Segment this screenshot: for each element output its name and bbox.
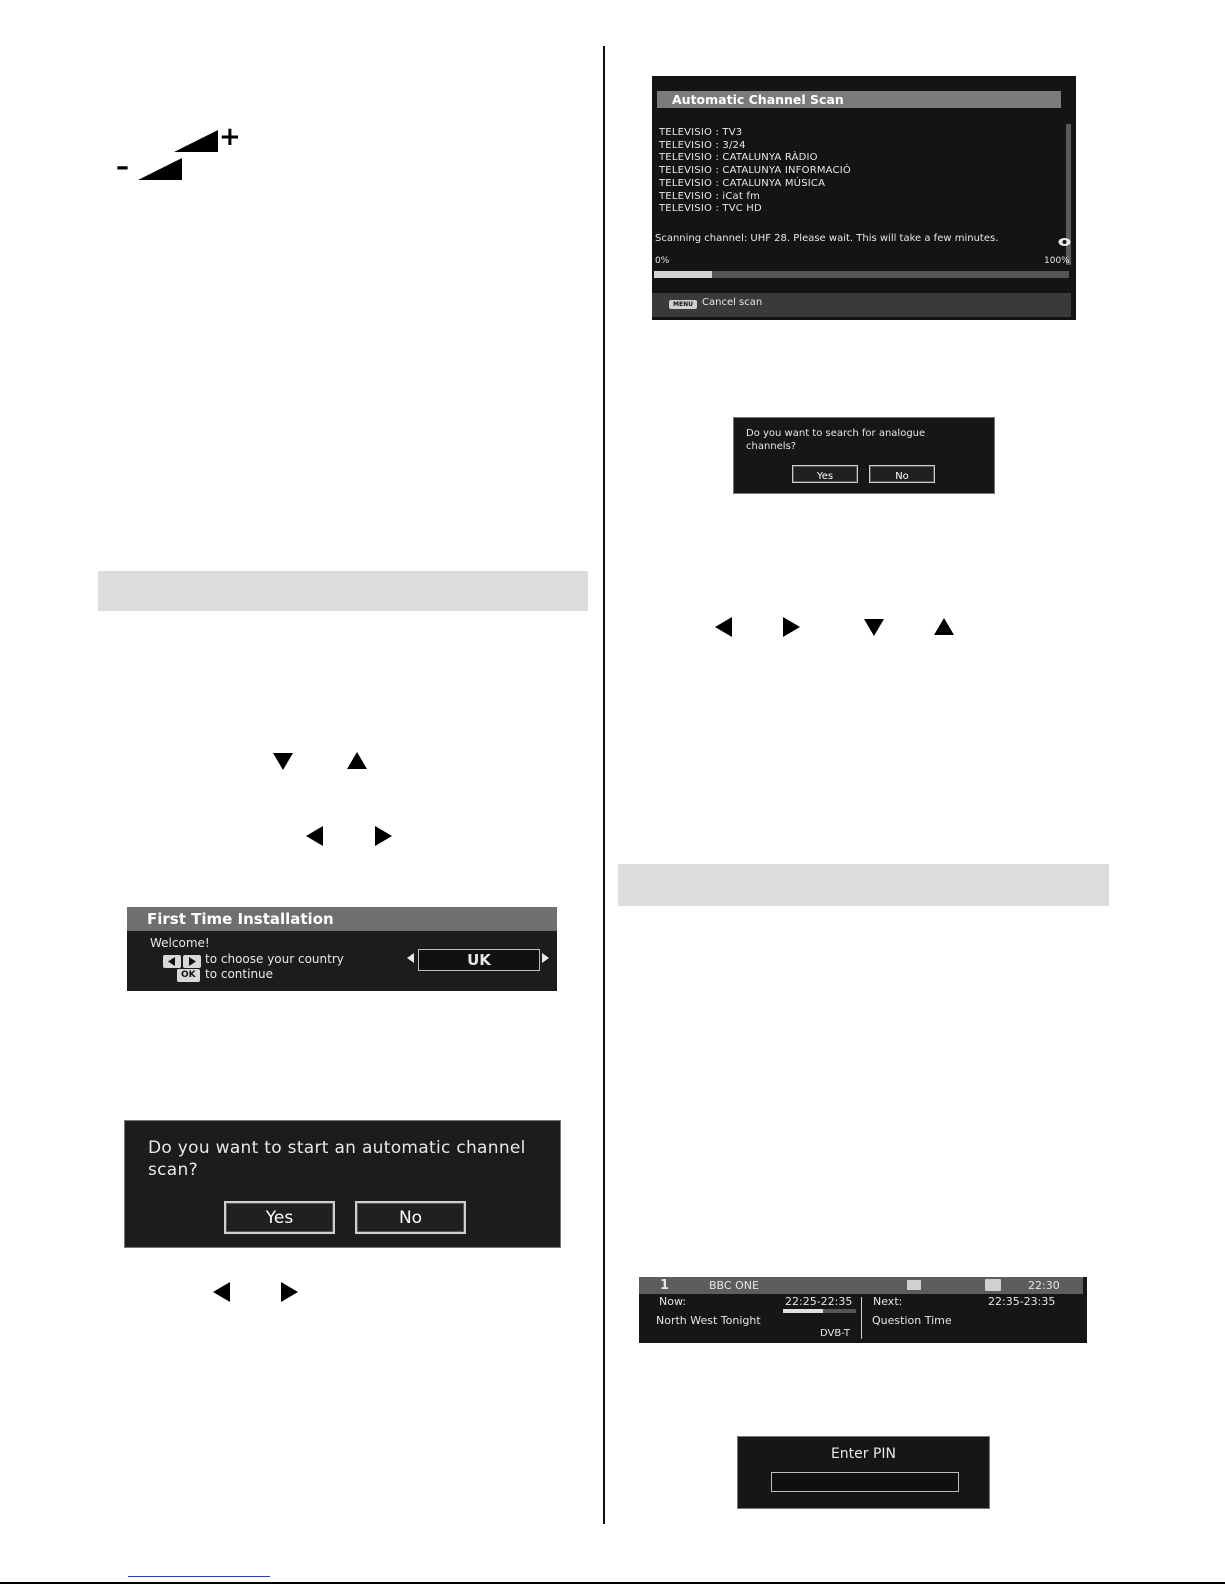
arrow-down-icon xyxy=(864,619,884,636)
country-value: UK xyxy=(467,951,491,969)
next-time: 22:35-23:35 xyxy=(988,1295,1056,1308)
volume-plus-sign: + xyxy=(219,122,241,152)
pin-input[interactable] xyxy=(771,1472,959,1492)
footer-link-underline xyxy=(128,1576,270,1577)
country-next-icon[interactable] xyxy=(542,953,549,963)
analogue-no-button[interactable] xyxy=(869,465,935,483)
auto-scan-yes-button[interactable] xyxy=(224,1201,335,1234)
analogue-question: Do you want to search for analogue channels? xyxy=(746,428,926,452)
source-label: DVB-T xyxy=(820,1328,851,1339)
banner-top-bar xyxy=(639,1277,1083,1294)
choose-country-text: to choose your country xyxy=(205,952,344,966)
now-progress-track xyxy=(783,1309,856,1313)
channel-list-item: TELEVISIO : TVC HD xyxy=(659,203,762,215)
scan-progress-track xyxy=(654,271,1069,278)
arrow-down-icon xyxy=(273,753,293,770)
arrow-left-icon xyxy=(715,617,732,637)
banner-divider xyxy=(861,1297,862,1339)
now-progress-fill xyxy=(783,1309,823,1313)
channel-name: BBC ONE xyxy=(709,1279,759,1292)
continue-text: to continue xyxy=(205,967,274,981)
teletext-icon xyxy=(985,1279,1001,1291)
channel-list-item: TELEVISIO : CATALUNYA INFORMACIÓ xyxy=(659,165,851,177)
channel-list xyxy=(659,127,1054,216)
channel-list-item: TELEVISIO : CATALUNYA RÀDIO xyxy=(659,152,818,164)
next-programme: Question Time xyxy=(872,1314,952,1327)
progress-min-label: 0% xyxy=(655,256,670,266)
auto-scan-dialog xyxy=(124,1120,561,1248)
menu-key[interactable]: MENU xyxy=(669,300,697,309)
auto-scan-yes-label: Yes xyxy=(265,1208,294,1228)
welcome-text: Welcome! xyxy=(150,936,210,950)
channel-number: 1 xyxy=(660,1278,670,1293)
channel-list-item: TELEVISIO : 3/24 xyxy=(659,139,746,151)
scan-title-bar xyxy=(657,91,1061,108)
channel-list-item: TELEVISIO : CATALUNYA MÚSICA xyxy=(659,177,826,189)
arrow-right-icon xyxy=(281,1282,298,1302)
next-label: Next: xyxy=(873,1295,903,1308)
column-divider xyxy=(603,46,605,1524)
arrow-left-icon xyxy=(306,826,323,846)
now-label: Now: xyxy=(659,1295,687,1308)
volume-icon xyxy=(116,122,246,184)
channel-info-banner xyxy=(639,1277,1087,1343)
fti-title-bar xyxy=(127,907,557,931)
now-programme: North West Tonight xyxy=(656,1314,761,1327)
footer-rule xyxy=(0,1582,1225,1584)
channel-list-item: TELEVISIO : TV3 xyxy=(659,127,743,138)
scan-footer xyxy=(652,293,1071,317)
analogue-no-label: No xyxy=(895,471,909,482)
progress-max-label: 100% xyxy=(1044,256,1070,266)
country-prev-icon[interactable] xyxy=(407,953,414,963)
cancel-scan-label[interactable]: Cancel scan xyxy=(702,297,763,308)
first-time-installation-screen xyxy=(127,907,557,991)
automatic-channel-scan-screen xyxy=(652,76,1076,320)
auto-scan-no-button[interactable] xyxy=(355,1201,466,1234)
channel-list-item: TELEVISIO : iCat fm xyxy=(659,190,761,202)
eye-icon xyxy=(1058,232,1071,251)
subtitle-icon xyxy=(907,1280,921,1290)
analogue-yes-label: Yes xyxy=(816,471,834,482)
arrow-up-icon xyxy=(934,618,954,635)
pin-dialog xyxy=(737,1436,990,1509)
section-header-bar xyxy=(618,864,1109,906)
scan-status: Scanning channel: UHF 28. Please wait. This will take a few minutes. xyxy=(655,233,999,244)
scan-progress-fill xyxy=(654,271,712,278)
auto-scan-no-label: No xyxy=(398,1208,423,1228)
analogue-search-dialog xyxy=(733,417,995,494)
country-selector[interactable] xyxy=(418,949,540,971)
volume-minus-sign: – xyxy=(116,152,129,182)
analogue-yes-button[interactable] xyxy=(792,465,858,483)
scan-title: Automatic Channel Scan xyxy=(672,92,844,107)
pin-title: Enter PIN xyxy=(830,1446,897,1462)
ok-key: OK xyxy=(177,969,200,982)
now-time: 22:25-22:35 xyxy=(785,1295,853,1308)
fti-title: First Time Installation xyxy=(147,910,334,928)
section-header-bar xyxy=(98,571,588,611)
arrow-right-icon xyxy=(375,826,392,846)
auto-scan-question: Do you want to start an automatic channel scan? xyxy=(148,1138,526,1180)
arrow-right-icon xyxy=(783,617,800,637)
arrow-left-icon xyxy=(213,1282,230,1302)
clock: 22:30 xyxy=(1028,1279,1060,1292)
arrow-up-icon xyxy=(347,752,367,769)
